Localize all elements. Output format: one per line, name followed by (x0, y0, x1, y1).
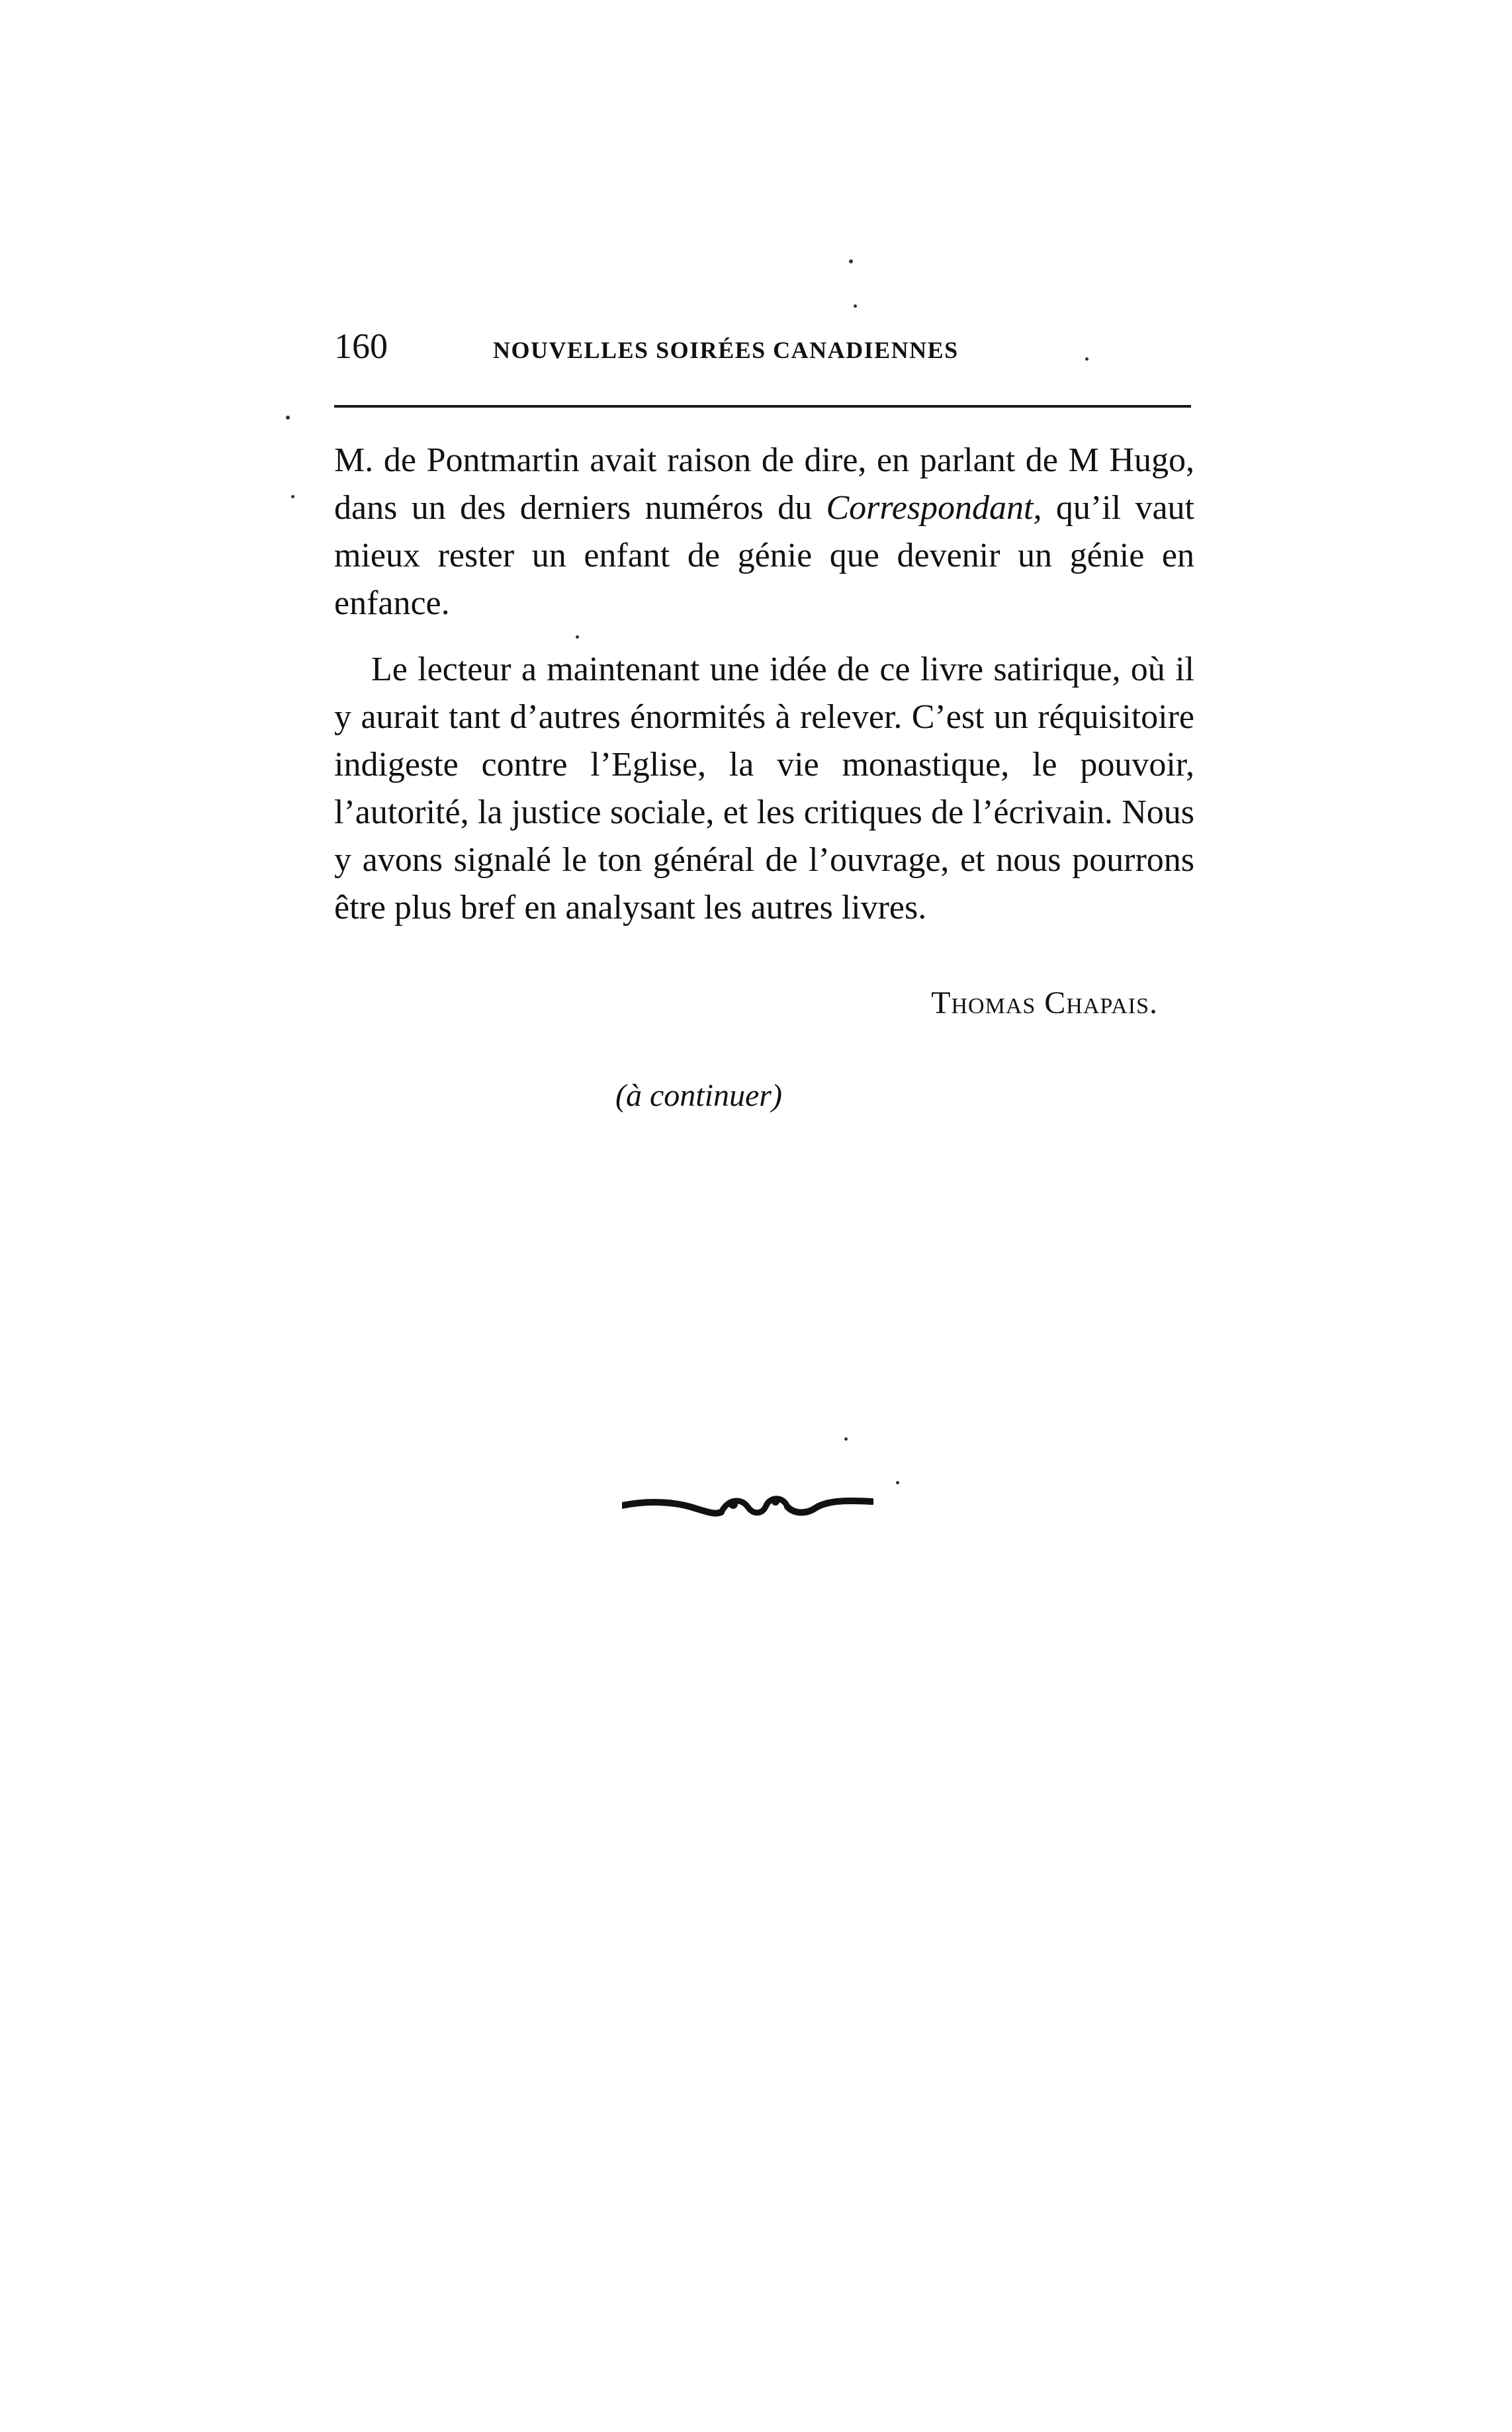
paragraph-1-start: M. de Pontmartin avait raison de dire, en parlant de M Hugo, dans un des derniers numéros du (334, 441, 1194, 527)
paragraph-1-end: qu’il vaut mieux rester un enfant de génie que devenir un génie en enfance. (334, 489, 1194, 622)
paper-speck (854, 304, 857, 308)
continuation-note: (à continuer) (615, 1078, 782, 1113)
paragraph-2: Le lecteur a maintenant une idée de ce livre satirique, où il y aurait tant d’autres énormités à relever. C’est un réquisitoire indigeste contre l’Eglise, la vie monastique, le pouvoir, l’autorité, la justice sociale, et les critiques de l’écrivain. Nous y avons signalé le ton général de l’ouvrage, et nous pourrons être plus bref en analysant les autres livres. (334, 651, 1194, 926)
paragraph-1 (334, 437, 1194, 627)
paper-speck (844, 1437, 848, 1441)
header-rule (334, 405, 1191, 408)
paper-speck (576, 635, 579, 639)
paper-speck (291, 495, 294, 498)
paper-speck (896, 1481, 899, 1484)
body-text (334, 437, 1194, 932)
paper-speck (286, 416, 290, 420)
paper-speck (849, 259, 853, 263)
page-number: 160 (334, 326, 388, 366)
paragraph-1-italic: Correspondant, (826, 489, 1042, 527)
decorative-flourish-icon (622, 1486, 873, 1525)
running-head (334, 323, 1188, 369)
running-title: NOUVELLES SOIRÉES CANADIENNES (493, 337, 959, 363)
paper-speck (1085, 357, 1089, 361)
author-signature: Thomas Chapais. (931, 985, 1158, 1020)
